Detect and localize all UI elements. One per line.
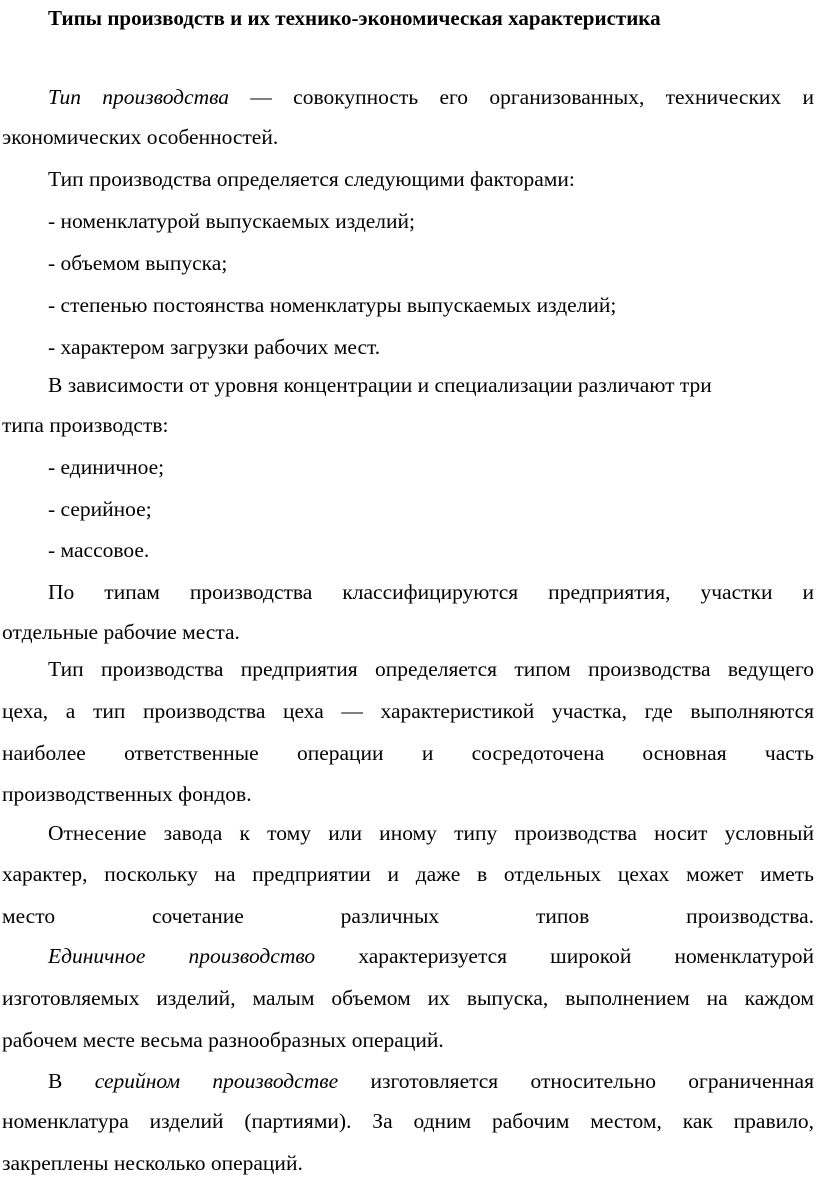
types-intro-line-1: В зависимости от уровня концентрации и специализации различают три (48, 373, 712, 397)
single-production-line-1 (48, 941, 814, 971)
definition-text: — совокупность его организованных, технических и (229, 85, 814, 109)
definition-line-2: экономических особенностей. (2, 125, 279, 149)
enterprise-type-line-2: цеха, а тип производства цеха — характеристикой участка, где выполняются (2, 699, 814, 723)
classification-line-2: отдельные рабочие места. (2, 620, 240, 644)
single-production-text: характеризуется широкой номенклатурой (315, 944, 814, 968)
enterprise-type-line-4: производственных фондов. (2, 782, 252, 806)
serial-production-line-1 (48, 1066, 814, 1096)
conditional-line-3: место сочетание различных типов производства. (2, 904, 814, 928)
classification-line-1: По типам производства классифицируются предприятия, участки и (48, 580, 814, 604)
serial-production-prefix: В (48, 1069, 95, 1093)
conditional-line-1: Отнесение завода к тому или иному типу производства носит условный (48, 821, 814, 845)
types-intro-line-2: типа производств: (2, 413, 169, 437)
definition-term: Тип производства (48, 85, 230, 109)
definition-line-1 (48, 82, 814, 112)
document-title: Типы производств и их технико-экономическая характеристика (48, 6, 661, 30)
type-item: - массовое. (48, 538, 150, 562)
serial-production-term: серийном производстве (94, 1069, 339, 1093)
single-production-line-2: изготовляемых изделий, малым объемом их выпуска, выполнением на каждом (2, 986, 814, 1010)
factor-item: - степенью постоянства номенклатуры выпускаемых изделий; (48, 293, 617, 317)
single-production-line-3: рабочем месте весьма разнообразных операций. (2, 1028, 444, 1052)
enterprise-type-line-1: Тип производства предприятия определяется типом производства ведущего (48, 657, 814, 681)
factors-intro: Тип производства определяется следующими факторами: (48, 167, 575, 191)
factor-item: - характером загрузки рабочих мест. (48, 335, 381, 359)
serial-production-text: изготовляется относительно ограниченная (338, 1069, 814, 1093)
factor-item: - объемом выпуска; (48, 251, 228, 275)
conditional-line-2: характер, поскольку на предприятии и даже в отдельных цехах может иметь (2, 862, 814, 886)
enterprise-type-line-3: наиболее ответственные операции и сосредоточена основная часть (2, 741, 814, 765)
type-item: - серийное; (48, 497, 152, 521)
type-item: - единичное; (48, 455, 165, 479)
single-production-term: Единичное производство (48, 944, 316, 968)
factor-item: - номенклатурой выпускаемых изделий; (48, 209, 416, 233)
serial-production-line-2: номенклатура изделий (партиями). За одним рабочим местом, как правило, (2, 1109, 814, 1133)
serial-production-line-3: закреплены несколько операций. (2, 1151, 303, 1175)
